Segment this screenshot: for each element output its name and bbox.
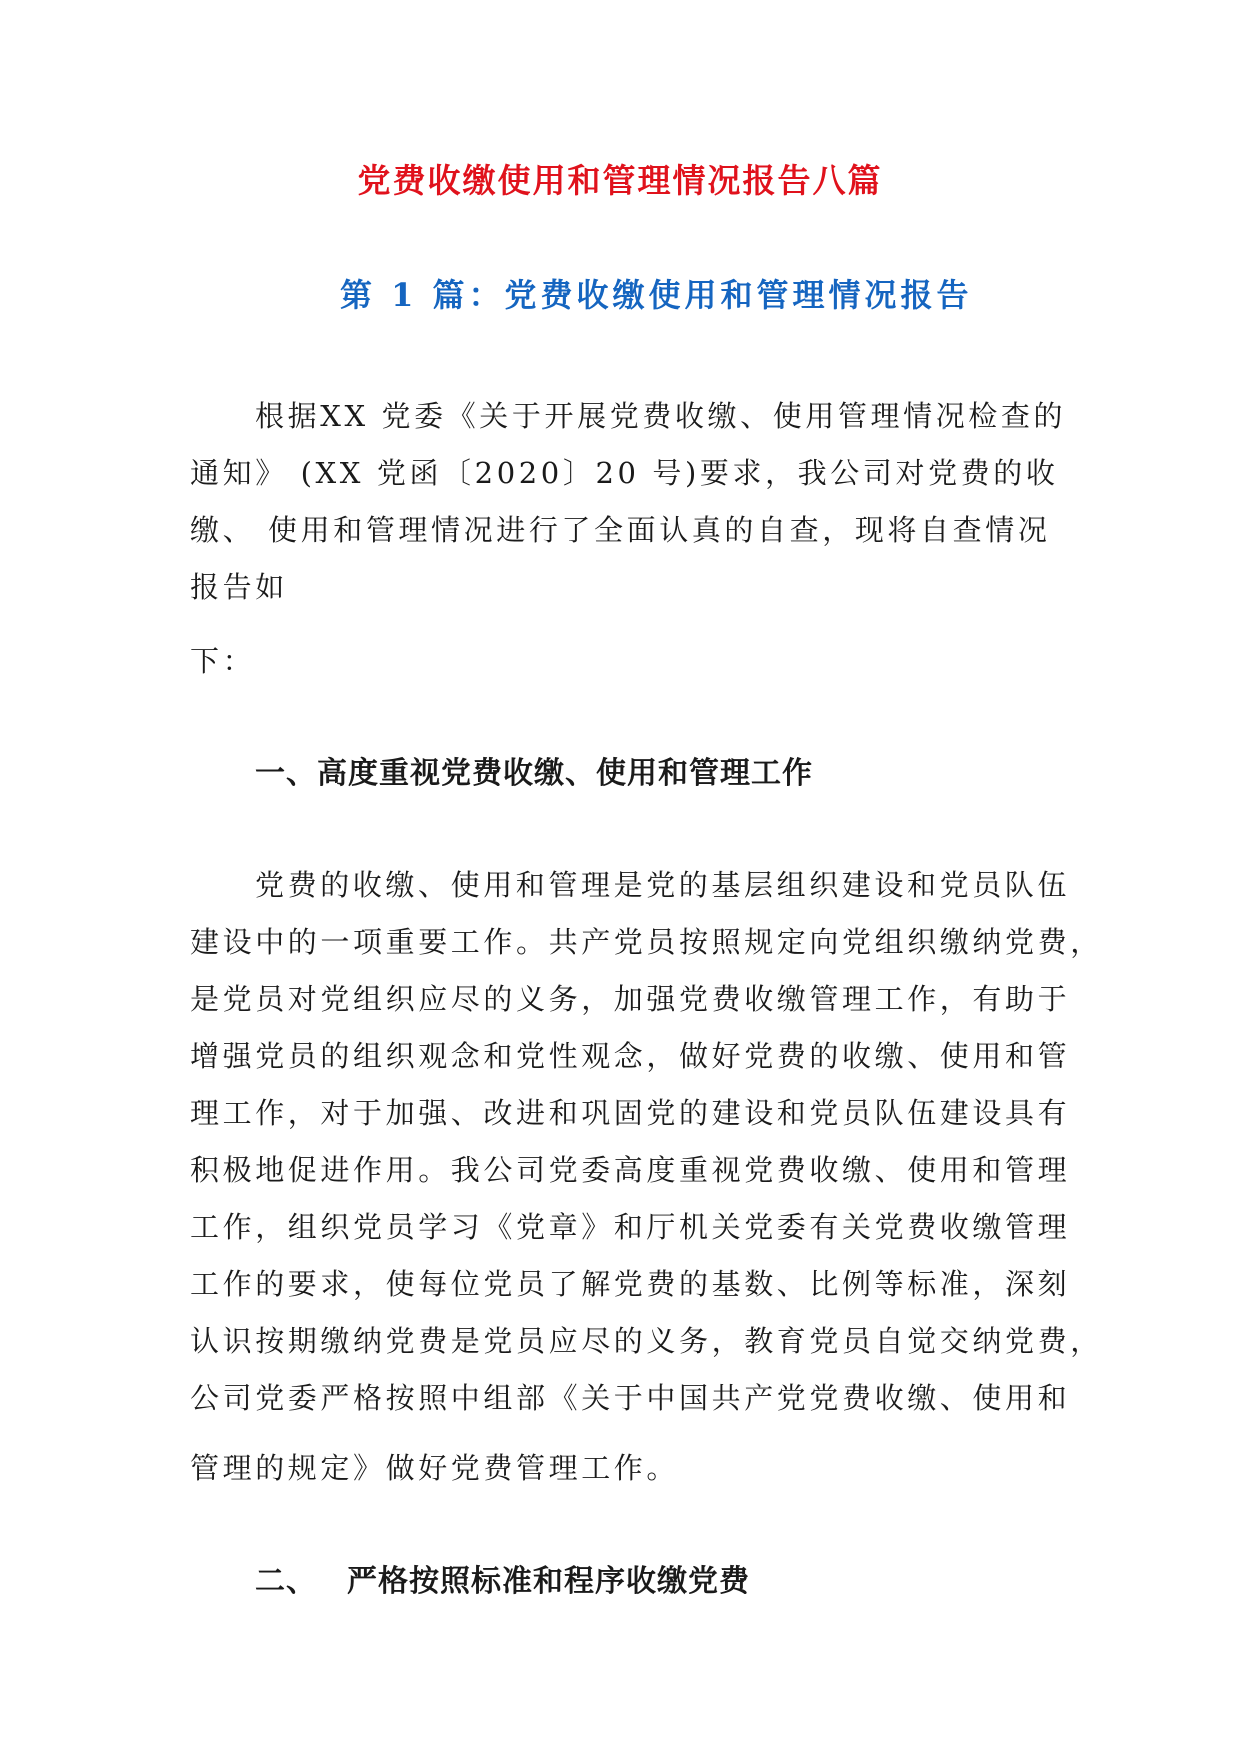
text-line: 是党员对党组织应尽的义务，加强党费收缴管理工作，有助于 xyxy=(190,982,1071,1016)
document-title: 党费收缴使用和管理情况报告八篇 xyxy=(357,161,883,200)
section-heading-number: 二、 xyxy=(255,1564,317,1599)
text-line: 公司党委严格按照中组部《关于中国共产党党费收缴、使用和 xyxy=(190,1381,1071,1415)
text-line: 建设中的一项重要工作。共产党员按照规定向党组织缴纳党费， xyxy=(190,925,1103,959)
text-line: 工作，组织党员学习《党章》和厅机关党委有关党费收缴管理 xyxy=(190,1210,1071,1244)
text-line: 增强党员的组织观念和党性观念，做好党费的收缴、使用和管 xyxy=(190,1039,1071,1073)
text-line: 理工作，对于加强、改进和巩固党的建设和党员队伍建设具有 xyxy=(190,1096,1071,1130)
text-line: 下： xyxy=(190,644,256,678)
text-line: 根据XX 党委《关于开展党费收缴、使用管理情况检查的 xyxy=(255,399,1067,433)
section-heading-2 xyxy=(255,1560,750,1604)
text-line: 积极地促进作用。我公司党委高度重视党费收缴、使用和管理 xyxy=(190,1153,1071,1187)
text-line: 党费的收缴、使用和管理是党的基层组织建设和党员队伍 xyxy=(255,868,1071,902)
text-line: 报告如 xyxy=(190,570,288,604)
text-line: 工作的要求，使每位党员了解党费的基数、比例等标准，深刻 xyxy=(190,1267,1071,1301)
text-line: 通知》 (XX 党函〔2020〕20 号)要求，我公司对党费的收 xyxy=(190,456,1059,490)
section-heading-1: 一、高度重视党费收缴、使用和管理工作 xyxy=(255,756,813,791)
text-line: 缴、 使用和管理情况进行了全面认真的自查，现将自查情况 xyxy=(190,513,1051,547)
text-line: 管理的规定》做好党费管理工作。 xyxy=(190,1451,680,1485)
text-line: 认识按期缴纳党费是党员应尽的义务，教育党员自觉交纳党费， xyxy=(190,1324,1103,1358)
section-heading-text: 严格按照标准和程序收缴党费 xyxy=(347,1564,750,1599)
chapter-subtitle: 第 1 篇：党费收缴使用和管理情况报告 xyxy=(340,276,973,314)
